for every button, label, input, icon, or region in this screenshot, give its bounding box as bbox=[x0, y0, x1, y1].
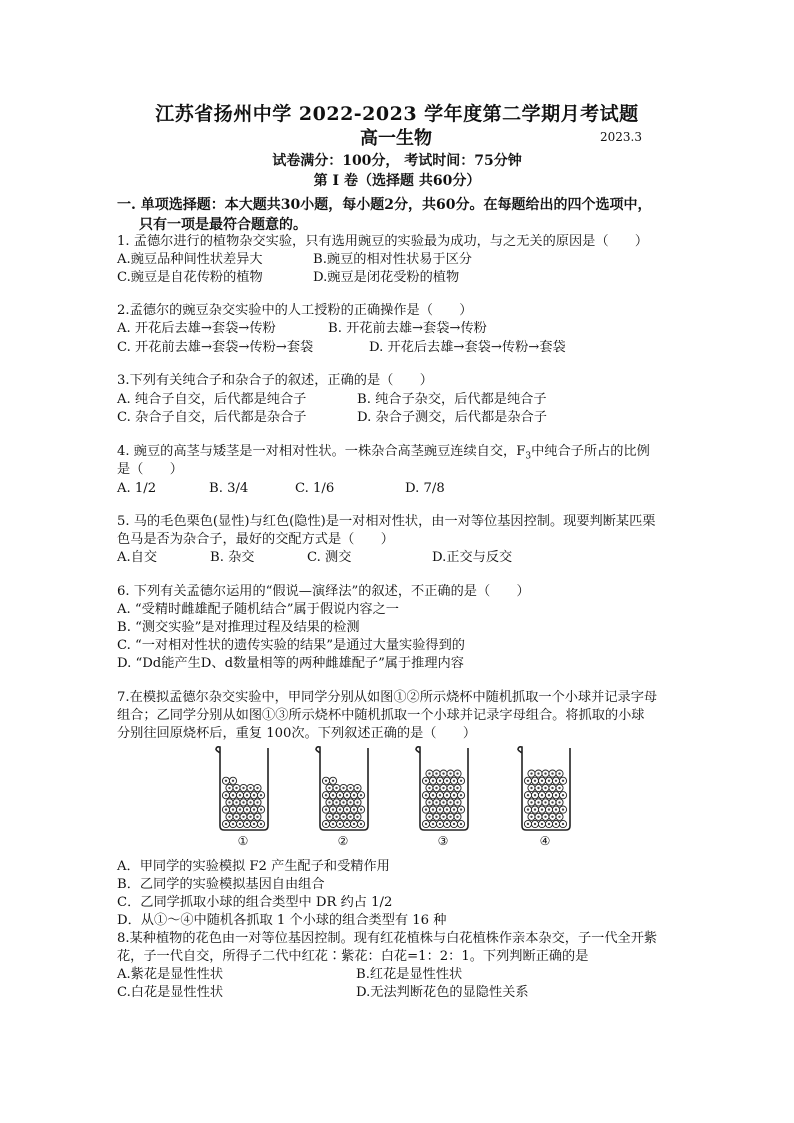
beaker-ball-mark bbox=[425, 823, 427, 825]
beaker-3 bbox=[412, 744, 474, 832]
beaker-ball-mark bbox=[349, 787, 351, 789]
beaker-ball-mark bbox=[558, 787, 560, 789]
beaker-ball-mark bbox=[253, 808, 255, 810]
beaker-ball-mark bbox=[346, 808, 348, 810]
beaker-ball-mark bbox=[428, 787, 430, 789]
beaker-2 bbox=[312, 744, 374, 832]
beaker-ball-mark bbox=[349, 816, 351, 818]
beaker-ball-mark bbox=[332, 808, 334, 810]
subject-title: 高一生物 bbox=[360, 128, 432, 149]
q5-stem-line2: 色马是否为杂合子，最好的交配方式是（ ） bbox=[117, 532, 394, 547]
beaker-ball-mark bbox=[449, 816, 451, 818]
beaker-ball-mark bbox=[256, 801, 258, 803]
beaker-ball-mark bbox=[551, 801, 553, 803]
beaker-ball-mark bbox=[435, 772, 437, 774]
beaker-ball-mark bbox=[537, 801, 539, 803]
beaker-ball-mark bbox=[235, 816, 237, 818]
q1-option-c: C.豌豆是自花传粉的植物 bbox=[117, 270, 263, 285]
q7-option-a: A．甲同学的实验模拟 F2 产生配子和受精作用 bbox=[117, 859, 390, 874]
beaker-ball-mark bbox=[249, 816, 251, 818]
q4-stem-line2: 是（ ） bbox=[117, 462, 183, 477]
q5-stem: 5. 马的毛色栗色(显性)与红色(隐性)是一对相对性状，由一对等位基因控制。现要判断某匹栗 bbox=[117, 514, 656, 529]
beaker-ball-mark bbox=[446, 794, 448, 796]
q3-option-b: B. 纯合子杂交，后代都是纯合子 bbox=[357, 392, 547, 407]
q1-option-b: B.豌豆的相对性状易于区分 bbox=[313, 252, 472, 267]
beaker-ball-mark bbox=[449, 787, 451, 789]
q4-stem-sub: 3 bbox=[525, 451, 532, 462]
page-title: 江苏省扬州中学 2022-2023 学年度第二学期月考试题 bbox=[155, 103, 639, 125]
beaker-ball-mark bbox=[232, 794, 234, 796]
q7-stem-line2: 组合；乙同学分别从如图①③所示烧杯中随机抓取一个小球并记录字母组合。将抓取的小球 bbox=[117, 708, 645, 723]
beaker-ball-mark bbox=[541, 823, 543, 825]
beaker-ball-mark bbox=[353, 823, 355, 825]
beaker-ball-mark bbox=[332, 780, 334, 782]
beaker-ball-mark bbox=[360, 808, 362, 810]
beaker-ball-mark bbox=[562, 794, 564, 796]
beaker-ball-mark bbox=[548, 808, 550, 810]
beaker-ball-mark bbox=[239, 823, 241, 825]
beaker-ball-mark bbox=[544, 787, 546, 789]
beaker-ball-mark bbox=[325, 780, 327, 782]
beaker-ball-mark bbox=[325, 823, 327, 825]
beaker-ball-mark bbox=[527, 780, 529, 782]
beaker-ball-mark bbox=[453, 808, 455, 810]
q7-option-c: C．乙同学抓取小球的组合类型中 DR 约占 1/2 bbox=[117, 895, 393, 910]
beaker-ball-mark bbox=[249, 801, 251, 803]
q4-option-c: C. 1/6 bbox=[295, 481, 335, 496]
beaker-ball-mark bbox=[256, 787, 258, 789]
q1-option-a: A.豌豆品种间性状差异大 bbox=[117, 252, 263, 267]
q4-stem bbox=[117, 443, 650, 466]
beaker-ball-mark bbox=[232, 780, 234, 782]
beaker-ball-mark bbox=[242, 816, 244, 818]
beaker-ball-mark bbox=[335, 801, 337, 803]
beaker-ball-mark bbox=[460, 780, 462, 782]
beaker-ball-mark bbox=[260, 808, 262, 810]
beaker-ball-mark bbox=[356, 801, 358, 803]
beaker-ball-mark bbox=[527, 808, 529, 810]
beaker-ball-mark bbox=[449, 801, 451, 803]
beaker-ball-mark bbox=[242, 787, 244, 789]
beaker-ball-mark bbox=[360, 794, 362, 796]
beaker-ball-mark bbox=[544, 801, 546, 803]
beaker-ball-mark bbox=[260, 794, 262, 796]
beaker-ball-mark bbox=[428, 772, 430, 774]
section-heading-cont: 只有一项是最符合题意的。 bbox=[139, 217, 307, 233]
beaker-ball-mark bbox=[558, 772, 560, 774]
beaker-ball-mark bbox=[544, 772, 546, 774]
beaker-ball-mark bbox=[562, 808, 564, 810]
q6-option-d: D. “Dd能产生D、d数量相等的两种雌雄配子”属于推理内容 bbox=[117, 656, 464, 671]
beaker-ball-mark bbox=[256, 816, 258, 818]
q5-option-a: A.自交 bbox=[117, 550, 158, 565]
beaker-ball-mark bbox=[228, 787, 230, 789]
beaker-ball-mark bbox=[442, 801, 444, 803]
beaker-ball-mark bbox=[339, 808, 341, 810]
q2-option-c: C. 开花前去雄→套袋→传粉→套袋 bbox=[117, 340, 314, 355]
q4-option-b: B. 3/4 bbox=[209, 481, 249, 496]
beaker-ball-mark bbox=[453, 794, 455, 796]
beaker-ball-mark bbox=[530, 787, 532, 789]
beaker-ball-mark bbox=[555, 780, 557, 782]
beaker-ball-mark bbox=[548, 823, 550, 825]
q5-option-c: C. 测交 bbox=[307, 550, 352, 565]
beaker-ball-mark bbox=[253, 823, 255, 825]
beaker-ball-mark bbox=[541, 808, 543, 810]
beaker-ball-mark bbox=[460, 794, 462, 796]
q8-option-c: C.白花是显性性状 bbox=[117, 985, 224, 1000]
beaker-ball-mark bbox=[432, 794, 434, 796]
beaker-ball-mark bbox=[342, 816, 344, 818]
q2-option-d: D. 开花后去雄→套袋→传粉→套袋 bbox=[369, 340, 566, 355]
q3-option-c: C. 杂合子自交，后代都是杂合子 bbox=[117, 410, 307, 425]
q8-option-a: A.紫花是显性性状 bbox=[117, 967, 224, 982]
beaker-ball-mark bbox=[328, 787, 330, 789]
beaker-ball-mark bbox=[242, 801, 244, 803]
beaker-ball-mark bbox=[332, 794, 334, 796]
q4-option-a: A. 1/2 bbox=[117, 481, 157, 496]
beaker-ball-mark bbox=[456, 816, 458, 818]
beaker-ball-mark bbox=[260, 823, 262, 825]
beaker-ball-mark bbox=[442, 787, 444, 789]
q8-option-b: B.红花是显性性状 bbox=[356, 967, 463, 982]
beaker-ball-mark bbox=[530, 772, 532, 774]
beaker-4 bbox=[514, 744, 576, 832]
beaker-ball-mark bbox=[342, 787, 344, 789]
beaker-ball-mark bbox=[428, 801, 430, 803]
beaker-ball-mark bbox=[527, 823, 529, 825]
beaker-3-label: ③ bbox=[437, 834, 449, 848]
exam-meta: 试卷满分：100分， 考试时间：75分钟 bbox=[272, 153, 522, 169]
beaker-ball-mark bbox=[356, 787, 358, 789]
beaker-ball-mark bbox=[246, 794, 248, 796]
beaker-ball-mark bbox=[353, 808, 355, 810]
beaker-ball-mark bbox=[537, 787, 539, 789]
q6-option-a: A. “受精时雌雄配子随机结合”属于假说内容之一 bbox=[117, 602, 399, 617]
beaker-2-drawing bbox=[312, 744, 374, 832]
beaker-ball-mark bbox=[558, 816, 560, 818]
q2-stem: 2.孟德尔的豌豆杂交实验中的人工授粉的正确操作是（ ） bbox=[117, 303, 473, 318]
beaker-ball-mark bbox=[446, 808, 448, 810]
q5-option-b: B. 杂交 bbox=[210, 550, 255, 565]
beaker-1-label: ① bbox=[237, 834, 249, 848]
q6-option-c: C. “一对相对性状的遗传实验的结果”是通过大量实验得到的 bbox=[117, 638, 465, 653]
beaker-ball-mark bbox=[435, 787, 437, 789]
beaker-ball-mark bbox=[439, 823, 441, 825]
beaker-ball-mark bbox=[246, 823, 248, 825]
q8-option-d: D.无法判断花色的显隐性关系 bbox=[356, 985, 529, 1000]
beaker-ball-mark bbox=[555, 794, 557, 796]
beaker-ball-mark bbox=[439, 794, 441, 796]
beaker-ball-mark bbox=[335, 787, 337, 789]
q7-option-d: D．从①～④中随机各抓取 1 个小球的组合类型有 16 种 bbox=[117, 913, 447, 928]
beaker-ball-mark bbox=[439, 808, 441, 810]
beaker-ball-mark bbox=[460, 823, 462, 825]
beaker-ball-mark bbox=[446, 823, 448, 825]
q6-stem: 6. 下列有关孟德尔运用的“假说—演绎法”的叙述，不正确的是（ ） bbox=[117, 584, 530, 599]
beaker-ball-mark bbox=[325, 808, 327, 810]
beaker-ball-mark bbox=[356, 816, 358, 818]
beaker-figure bbox=[212, 744, 592, 852]
beaker-ball-mark bbox=[530, 816, 532, 818]
beaker-ball-mark bbox=[346, 823, 348, 825]
beaker-ball-mark bbox=[360, 823, 362, 825]
beaker-1 bbox=[212, 744, 274, 832]
beaker-ball-mark bbox=[562, 823, 564, 825]
beaker-ball-mark bbox=[328, 816, 330, 818]
beaker-ball-mark bbox=[342, 801, 344, 803]
beaker-ball-mark bbox=[456, 801, 458, 803]
section-heading: 一. 单项选择题：本大题共30小题，每小题2分，共60分。在每题给出的四个选项中， bbox=[117, 197, 652, 213]
beaker-ball-mark bbox=[541, 794, 543, 796]
beaker-4-drawing bbox=[514, 744, 576, 832]
beaker-ball-mark bbox=[456, 772, 458, 774]
beaker-ball-mark bbox=[332, 823, 334, 825]
beaker-ball-mark bbox=[432, 823, 434, 825]
beaker-ball-mark bbox=[449, 772, 451, 774]
q2-option-a: A. 开花后去雄→套袋→传粉 bbox=[117, 321, 276, 336]
beaker-ball-mark bbox=[562, 780, 564, 782]
beaker-ball-mark bbox=[228, 816, 230, 818]
beaker-ball-mark bbox=[548, 794, 550, 796]
beaker-2-label: ② bbox=[337, 834, 349, 848]
beaker-ball-mark bbox=[353, 794, 355, 796]
beaker-ball-mark bbox=[239, 808, 241, 810]
beaker-ball-mark bbox=[335, 816, 337, 818]
beaker-ball-mark bbox=[435, 801, 437, 803]
beaker-ball-mark bbox=[453, 823, 455, 825]
beaker-ball-mark bbox=[442, 772, 444, 774]
beaker-ball-mark bbox=[232, 808, 234, 810]
beaker-ball-mark bbox=[534, 780, 536, 782]
beaker-ball-mark bbox=[530, 801, 532, 803]
beaker-ball-mark bbox=[537, 816, 539, 818]
beaker-ball-mark bbox=[346, 794, 348, 796]
beaker-ball-mark bbox=[537, 772, 539, 774]
q2-option-b: B. 开花前去雄→套袋→传粉 bbox=[328, 321, 487, 336]
q3-option-a: A. 纯合子自交，后代都是纯合子 bbox=[117, 392, 307, 407]
beaker-ball-mark bbox=[534, 794, 536, 796]
beaker-ball-mark bbox=[425, 808, 427, 810]
q6-option-b: B. “测交实验”是对推理过程及结果的检测 bbox=[117, 620, 360, 635]
beaker-ball-mark bbox=[534, 808, 536, 810]
beaker-ball-mark bbox=[541, 780, 543, 782]
beaker-ball-mark bbox=[456, 787, 458, 789]
beaker-ball-mark bbox=[235, 787, 237, 789]
beaker-ball-mark bbox=[442, 816, 444, 818]
beaker-1-drawing bbox=[212, 744, 274, 832]
beaker-ball-mark bbox=[435, 816, 437, 818]
beaker-ball-mark bbox=[225, 808, 227, 810]
q7-stem-line3: 分别往回原烧杯后，重复 100次。下列叙述正确的是（ ） bbox=[117, 726, 477, 741]
part-title: 第 Ⅰ 卷（选择题 共60分） bbox=[313, 173, 481, 189]
q4-option-d: D. 7/8 bbox=[405, 481, 445, 496]
beaker-ball-mark bbox=[544, 816, 546, 818]
q3-option-d: D. 杂合子测交，后代都是杂合子 bbox=[357, 410, 547, 425]
q1-stem: 1. 孟德尔进行的植物杂交实验，只有选用豌豆的实验最为成功，与之无关的原因是（ ） bbox=[117, 234, 649, 249]
q1-option-d: D.豌豆是闭花受粉的植物 bbox=[313, 270, 460, 285]
beaker-ball-mark bbox=[428, 816, 430, 818]
q5-option-d: D.正交与反交 bbox=[432, 550, 513, 565]
q4-stem-pre: 4. 豌豆的高茎与矮茎是一对相对性状。一株杂合高茎豌豆连续自交，F bbox=[117, 444, 526, 459]
beaker-ball-mark bbox=[232, 823, 234, 825]
beaker-ball-mark bbox=[548, 780, 550, 782]
q8-stem-line2: 花，子一代自交，所得子二代中红花∶紫花：白花=1：2：1。下列判断正确的是 bbox=[117, 949, 589, 964]
beaker-ball-mark bbox=[239, 794, 241, 796]
beaker-4-label: ④ bbox=[539, 834, 551, 848]
beaker-ball-mark bbox=[425, 780, 427, 782]
beaker-ball-mark bbox=[339, 823, 341, 825]
beaker-ball-mark bbox=[432, 780, 434, 782]
beaker-ball-mark bbox=[425, 794, 427, 796]
beaker-ball-mark bbox=[460, 808, 462, 810]
beaker-ball-mark bbox=[453, 780, 455, 782]
beaker-ball-mark bbox=[225, 823, 227, 825]
exam-date: 2023.3 bbox=[600, 130, 642, 144]
beaker-3-drawing bbox=[412, 744, 474, 832]
beaker-ball-mark bbox=[225, 794, 227, 796]
beaker-ball-mark bbox=[246, 808, 248, 810]
beaker-ball-mark bbox=[235, 801, 237, 803]
q7-option-b: B．乙同学的实验模拟基因自由组合 bbox=[117, 877, 325, 892]
q8-stem: 8.某种植物的花色由一对等位基因控制。现有红花植株与白花植株作亲本杂交，子一代全开紫 bbox=[117, 931, 658, 946]
beaker-ball-mark bbox=[551, 772, 553, 774]
beaker-ball-mark bbox=[249, 787, 251, 789]
beaker-ball-mark bbox=[439, 780, 441, 782]
q4-stem-post: 中纯合子所占的比例 bbox=[531, 444, 650, 459]
beaker-ball-mark bbox=[225, 780, 227, 782]
q7-stem: 7.在模拟孟德尔杂交实验中，甲同学分别从如图①②所示烧杯中随机抓取一个小球并记录字母 bbox=[117, 690, 658, 705]
beaker-ball-mark bbox=[253, 794, 255, 796]
beaker-ball-mark bbox=[228, 801, 230, 803]
beaker-ball-mark bbox=[325, 794, 327, 796]
beaker-ball-mark bbox=[339, 794, 341, 796]
beaker-ball-mark bbox=[534, 823, 536, 825]
beaker-ball-mark bbox=[551, 787, 553, 789]
beaker-ball-mark bbox=[558, 801, 560, 803]
beaker-ball-mark bbox=[328, 801, 330, 803]
beaker-ball-mark bbox=[349, 801, 351, 803]
beaker-ball-mark bbox=[555, 808, 557, 810]
beaker-ball-mark bbox=[551, 816, 553, 818]
beaker-ball-mark bbox=[527, 794, 529, 796]
beaker-ball-mark bbox=[555, 823, 557, 825]
q3-stem: 3.下列有关纯合子和杂合子的叙述，正确的是（ ） bbox=[117, 373, 433, 388]
beaker-ball-mark bbox=[432, 808, 434, 810]
beaker-ball-mark bbox=[446, 780, 448, 782]
